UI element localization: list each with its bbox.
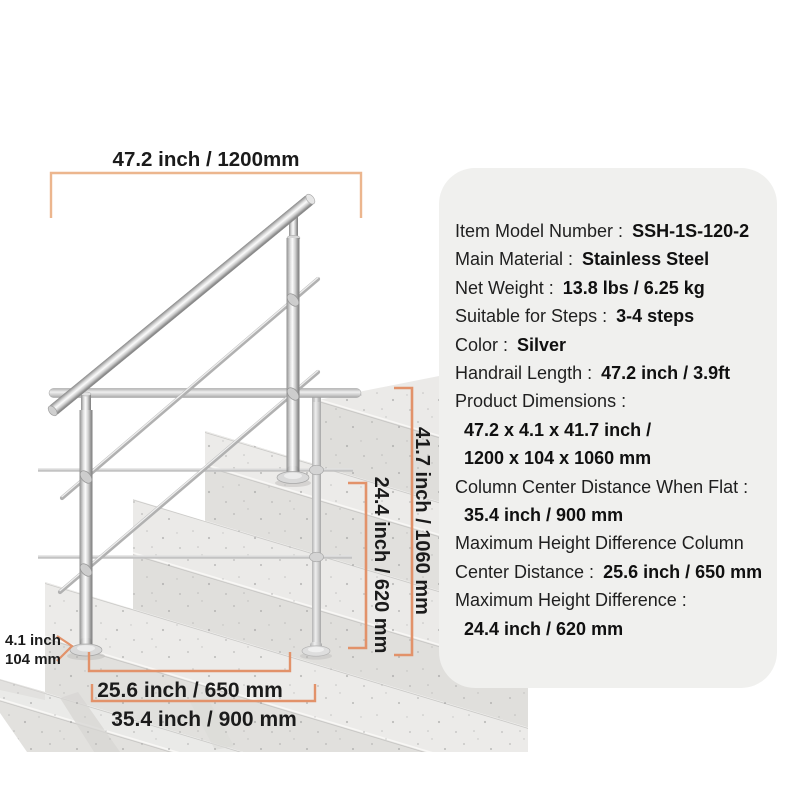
handrail bbox=[46, 193, 316, 418]
spec-label: Suitable for Steps : bbox=[455, 306, 608, 327]
spec-row-dimensions-title bbox=[455, 387, 771, 415]
spec-label: Color : bbox=[455, 334, 509, 355]
spec-value: Stainless Steel bbox=[582, 249, 710, 270]
spec-row-material bbox=[455, 245, 771, 273]
spec-value: 35.4 inch / 900 mm bbox=[464, 505, 624, 526]
spec-row-color bbox=[455, 331, 771, 359]
spec-value: 1200 x 104 x 1060 mm bbox=[464, 448, 652, 469]
upper-post bbox=[275, 212, 311, 487]
spec-label: Net Weight : bbox=[455, 277, 554, 298]
spec-row-steps bbox=[455, 302, 771, 330]
dim-handrail-length bbox=[51, 148, 361, 218]
spec-value: 24.4 inch / 620 mm bbox=[464, 618, 624, 639]
dim-center-distance-stairs-label: 25.6 inch / 650 mm bbox=[97, 679, 283, 702]
dim-max-height-difference-label: 24.4 inch / 620 mm bbox=[370, 476, 392, 654]
spec-row-center-distance bbox=[455, 558, 771, 586]
dim-handrail-length-label: 47.2 inch / 1200mm bbox=[112, 148, 300, 171]
spec-value: 25.6 inch / 650 mm bbox=[603, 561, 763, 582]
spec-row-model bbox=[455, 217, 771, 245]
spec-row-max-diff-value bbox=[455, 615, 771, 643]
spec-value: 47.2 x 4.1 x 41.7 inch / bbox=[464, 419, 652, 440]
flat-config-handrail bbox=[49, 389, 361, 398]
spec-panel bbox=[439, 168, 777, 688]
spec-label: Maximum Height Difference : bbox=[455, 590, 687, 611]
spec-row-dimensions-inch bbox=[455, 416, 771, 444]
spec-value: 13.8 lbs / 6.25 kg bbox=[562, 277, 705, 298]
spec-label: Main Material : bbox=[455, 249, 574, 270]
spec-label: Product Dimensions : bbox=[455, 391, 627, 412]
spec-row-handrail-length bbox=[455, 359, 771, 387]
spec-label: Column Center Distance When Flat : bbox=[455, 476, 749, 497]
spec-label: Maximum Height Difference Column bbox=[455, 533, 744, 554]
spec-value: 47.2 inch / 3.9ft bbox=[601, 363, 731, 384]
spec-row-max-diff-title bbox=[455, 586, 771, 614]
spec-row-max-diff-col-title bbox=[455, 529, 771, 557]
dim-center-distance-flat-label: 35.4 inch / 900 mm bbox=[111, 708, 297, 731]
dim-base-width-label-mm: 104 mm bbox=[5, 651, 61, 668]
dim-total-height-label: 41.7 inch / 1060 mm bbox=[411, 427, 433, 615]
spec-row-weight bbox=[455, 274, 771, 302]
spec-row-flat-distance-value bbox=[455, 501, 771, 529]
spec-value: SSH-1S-120-2 bbox=[632, 221, 750, 241]
spec-row-dimensions-mm bbox=[455, 444, 771, 472]
spec-label: Handrail Length : bbox=[455, 363, 593, 384]
spec-label: Center Distance : bbox=[455, 561, 595, 582]
spec-value: Silver bbox=[517, 334, 567, 355]
spec-row-flat-distance-title bbox=[455, 473, 771, 501]
spec-value: 3-4 steps bbox=[616, 306, 695, 327]
dim-base-width-label-inch: 4.1 inch bbox=[5, 632, 61, 649]
spec-label: Item Model Number : bbox=[455, 221, 624, 241]
